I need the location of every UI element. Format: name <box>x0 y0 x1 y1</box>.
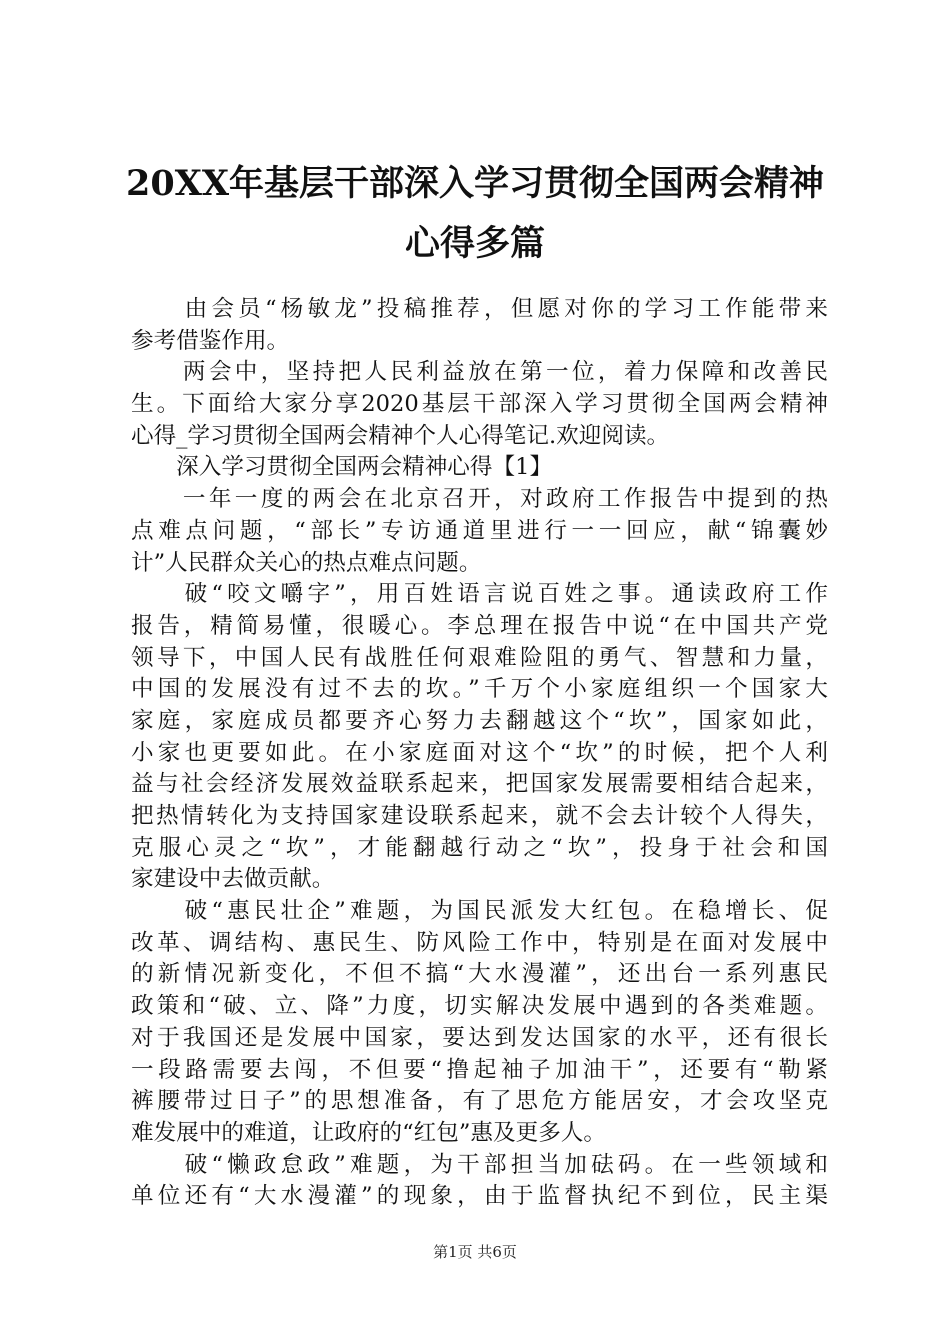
body-text-line: 单位还有“大水漫灌”的现象，由于监督执纪不到位，民主渠 <box>131 1183 828 1210</box>
page-footer: 第1页 共6页 <box>433 1243 517 1261</box>
document-body <box>131 294 828 1213</box>
body-text-line: 政策和“破、立、降”力度，切实解决发展中遇到的各类难题。 <box>131 993 828 1020</box>
body-text-line: 难发展中的难道，让政府的“红包”惠及更多人。 <box>131 1119 606 1146</box>
body-text-line: 小家也更要如此。在小家庭面对这个“坎”的时候，把个人利 <box>131 739 828 766</box>
document-title-line-2: 心得多篇 <box>404 223 545 264</box>
body-text-line: 参考借鉴作用。 <box>131 327 290 354</box>
body-text-line: 中国的发展没有过不去的坎。”千万个小家庭组织一个国家大 <box>131 676 828 703</box>
body-text-line: 领导下，中国人民有战胜任何艰难险阻的勇气、智慧和力量， <box>131 644 828 671</box>
document-title-line-1: 20XX年基层干部深入学习贯彻全国两会精神 <box>125 163 825 204</box>
body-text-line: 两会中，坚持把人民利益放在第一位，着力保障和改善民 <box>131 359 828 386</box>
body-text-line: 破“惠民壮企”难题，为国民派发大红包。在稳增长、促 <box>131 898 828 925</box>
body-text-line: 把热情转化为支持国家建设联系起来，就不会去计较个人得失， <box>131 803 828 829</box>
body-text-line: 对于我国还是发展中国家，要达到发达国家的水平，还有很长 <box>131 1024 828 1051</box>
body-text-line: 一段路需要去闯，不但要“撸起袖子加油干”，还要有“勒紧 <box>131 1056 828 1083</box>
body-text-line: 家庭，家庭成员都要齐心努力去翻越这个“坎”，国家如此， <box>131 707 828 734</box>
body-text-line: 破“懒政怠政”难题，为干部担当加砝码。在一些领域和 <box>131 1151 828 1178</box>
body-text-line: 心得_学习贯彻全国两会精神个人心得笔记.欢迎阅读。 <box>131 422 670 449</box>
body-text-line: 破“咬文嚼字”，用百姓语言说百姓之事。通读政府工作 <box>131 581 828 608</box>
body-text-line: 报告，精简易懂，很暖心。李总理在报告中说“在中国共产党 <box>131 612 828 639</box>
body-text-line: 裤腰带过日子”的思想准备，有了思危方能居安，才会攻坚克 <box>131 1088 828 1115</box>
body-text-line: 克服心灵之“坎”，才能翻越行动之“坎”，投身于社会和国 <box>131 834 828 861</box>
body-text-line: 一年一度的两会在北京召开，对政府工作报告中提到的热 <box>131 486 828 513</box>
body-text-line: 由会员“杨敏龙”投稿推荐，但愿对你的学习工作能带来 <box>131 296 828 322</box>
body-text-line: 的新情况新变化，不但不搞“大水漫灌”，还出台一系列惠民 <box>131 961 828 988</box>
body-text-line: 益与社会经济发展效益联系起来，把国家发展需要相结合起来， <box>131 771 828 798</box>
body-text-line: 改革、调结构、惠民生、防风险工作中，特别是在面对发展中 <box>131 929 828 956</box>
body-text-line: 家建设中去做贡献。 <box>131 866 335 893</box>
body-text-line: 计”人民群众关心的热点难点问题。 <box>131 549 482 576</box>
body-text-line: 深入学习贯彻全国两会精神心得【1】 <box>131 454 553 481</box>
body-text-line: 点难点问题，“部长”专访通道里进行一一回应，献“锦囊妙 <box>131 517 828 544</box>
body-text-line: 生。下面给大家分享2020基层干部深入学习贯彻全国两会精神 <box>131 391 828 418</box>
